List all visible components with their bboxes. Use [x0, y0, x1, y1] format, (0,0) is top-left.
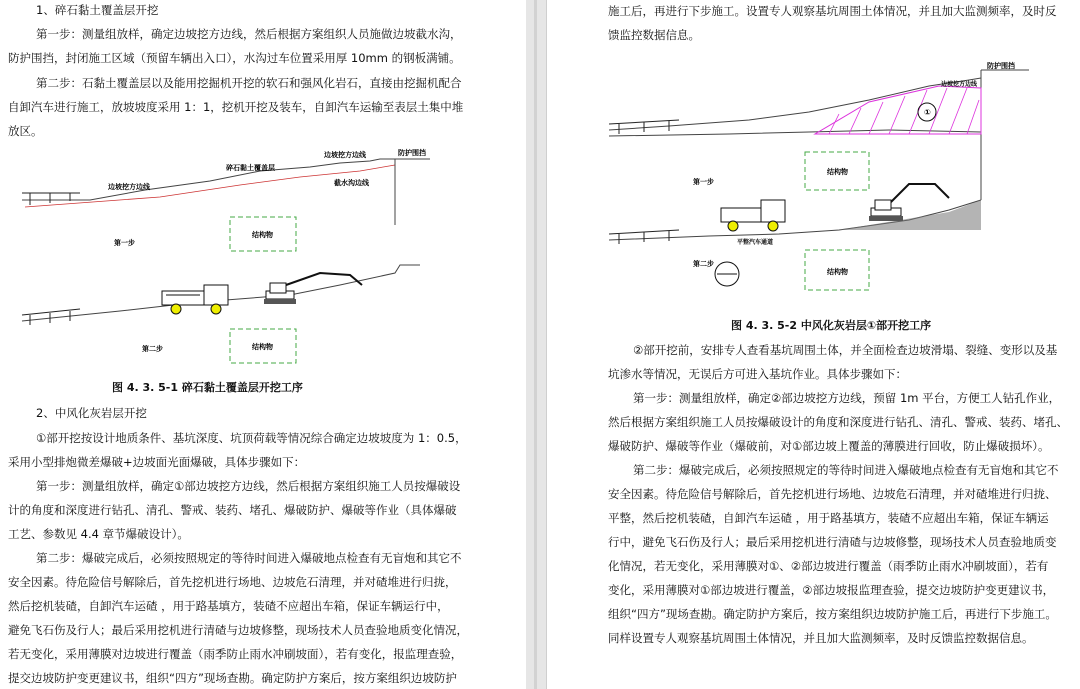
- excavator-icon: [264, 273, 362, 304]
- paragraph-line: 安全因素。待危险信号解除后，首先挖机进行场地、边坡危石清理，并对碴堆进行归拢，: [8, 575, 457, 589]
- document-page-right: [546, 0, 1080, 689]
- diagram-label: 结构物: [252, 231, 273, 239]
- paragraph-line: 采用小型排炮微差爆破+边坡面光面爆破，具体步骤如下：: [8, 455, 306, 469]
- diagram-label: ①: [924, 108, 931, 117]
- paragraph-line: 第二步：爆破完成后，必须按照规定的等待时间进入爆破地点检查有无盲炮和其它不: [36, 551, 462, 565]
- section-heading-limestone: 2、中风化灰岩层开挖: [36, 406, 147, 420]
- diagram-label: 第一步: [114, 239, 135, 247]
- paragraph-line: 第二步：爆破完成后，必须按照规定的等待时间进入爆破地点检查有无盲炮和其它不: [633, 463, 1059, 477]
- diagram-label: 截水沟边线: [334, 179, 369, 187]
- paragraph-line: 第二步：石黏土覆盖层以及能用挖掘机开挖的软石和强风化岩石，直接由挖掘机配合: [36, 76, 462, 90]
- dump-truck-icon: [721, 200, 785, 231]
- paragraph-line: ②部开挖前，安排专人查看基坑周围土体，并全面检查边坡滑塌、裂缝、变形以及基: [633, 343, 1058, 357]
- paragraph-line: 组织“四方”现场查勘。确定防护方案后，按方案组织边坡防护施工后，再进行下步施工。: [608, 607, 1057, 621]
- paragraph-line: ①部开挖按设计地质条件、基坑深度、坑顶荷载等情况综合确定边坡坡度为 1：0.5，: [36, 431, 467, 445]
- paragraph-line: 馈监控数据信息。: [608, 28, 700, 42]
- paragraph-line: 平整，然后挖机装碴，自卸汽车运碴 ，用于路基填方，装碴不应超出车箱，保证车辆运: [608, 511, 1049, 525]
- diagram-label: 边坡挖方边线: [941, 81, 978, 88]
- paragraph-line: 安全因素。待危险信号解除后，首先挖机进行场地、边坡危石清理，并对碴堆进行归拢、: [608, 487, 1057, 501]
- figure-caption: 图 4. 3. 5-1 碎石黏土覆盖层开挖工序: [112, 381, 303, 394]
- paragraph-line: 防护围挡，封闭施工区域（预留车辆出入口），水沟过车位置采用厚 10mm 的钢板满铺。: [8, 51, 461, 65]
- paragraph-line: 行中，避免飞石伤及行人；最后采用挖机进行清碴与边坡修整，现场技术人员查验地质变: [608, 535, 1057, 549]
- diagram-label: 结构物: [252, 343, 273, 351]
- paragraph-line: 提交边坡防护变更建议书，组织“四方”现场查勘。确定防护方案后，按方案组织边坡防护: [8, 671, 457, 685]
- paragraph-line: 避免飞石伤及行人；最后采用挖机进行清碴与边坡修整，现场技术人员查验地质变化情况，: [8, 623, 468, 637]
- diagram-label: 防护围挡: [398, 149, 426, 157]
- paragraph-line: 若无变化，采用薄膜对边坡进行覆盖（雨季防止雨水冲刷坡面），若有变化，报监理查验，: [8, 647, 463, 661]
- diagram-label: 第一步: [693, 178, 714, 186]
- paragraph-line: 然后挖机装碴，自卸汽车运碴 ，用于路基填方，装碴不应超出车箱，保证车辆运行中，: [8, 599, 449, 613]
- paragraph-line: 施工后，再进行下步施工。设置专人观察基坑周围土体情况，并且加大监测频率，及时反: [608, 4, 1057, 18]
- diagram-label: 结构物: [827, 268, 848, 276]
- paragraph-line: 自卸汽车进行施工，放坡坡度采用 1：1，挖机开挖及装车，自卸汽车运输至表层土集中堆: [8, 100, 464, 114]
- section-heading-gravel: 1、碎石黏土覆盖层开挖: [36, 3, 159, 17]
- paragraph-line: 同样设置专人观察基坑周围土体情况，并且加大监测频率，及时反馈监控数据信息。: [608, 631, 1034, 645]
- paragraph-line: 第一步：测量组放样，确定边坡挖方边线，然后根据方案组织人员施做边坡截水沟，: [36, 27, 462, 41]
- diagram-label: 第二步: [142, 345, 163, 353]
- paragraph-line: 坑渗水等情况，无误后方可进入基坑作业。具体步骤如下：: [608, 367, 907, 381]
- paragraph-line: 放区。: [8, 124, 43, 138]
- diagram-label: 碎石黏土覆盖层: [226, 164, 275, 172]
- diagram-label: 平整汽车通道: [737, 239, 774, 246]
- dump-truck-icon: [162, 285, 228, 314]
- figure-caption: 图 4. 3. 5-2 中风化灰岩层①部开挖工序: [731, 319, 932, 332]
- paragraph-line: 爆破防护、爆破等作业（爆破前，对①部边坡上覆盖的薄膜进行回收，防止爆破损坏）。: [608, 439, 1050, 453]
- paragraph-line: 然后根据方案组织施工人员按爆破设计的角度和深度进行钻孔、清孔、警戒、装药、堵孔、: [608, 415, 1068, 429]
- diagram-label: 第二步: [693, 260, 714, 268]
- paragraph-line: 第一步：测量组放样，确定①部边坡挖方边线，然后根据方案组织施工人员按爆破设: [36, 479, 461, 493]
- figure-limestone-excavation: [609, 60, 1071, 316]
- diagram-label: 防护围挡: [987, 62, 1015, 70]
- diagram-label: 边坡挖方边线: [108, 183, 150, 191]
- paragraph-line: 变化，采用薄膜对①部边坡进行覆盖，②部边坡报监理查验，提交边坡防护变更建议书，: [608, 583, 1055, 597]
- diagram-label: 边坡挖方边线: [324, 151, 366, 159]
- paragraph-line: 计的角度和深度进行钻孔、清孔、警戒、装药、堵孔、爆破防护、爆破等作业（具体爆破: [8, 503, 457, 517]
- figure-gravel-excavation: [0, 145, 490, 377]
- page-gutter: [526, 0, 546, 689]
- diagram-label: 结构物: [827, 168, 848, 176]
- paragraph-line: 化情况，若无变化，采用薄膜对①、②部边坡进行覆盖（雨季防止雨水冲刷坡面），若有: [608, 559, 1049, 573]
- document-page-left: [0, 0, 526, 689]
- paragraph-line: 工艺、参数见 4.4 章节爆破设计）。: [8, 527, 189, 541]
- paragraph-line: 第一步：测量组放样，确定②部边坡挖方边线，预留 1m 平台，方便工人钻孔作业，: [633, 391, 1061, 405]
